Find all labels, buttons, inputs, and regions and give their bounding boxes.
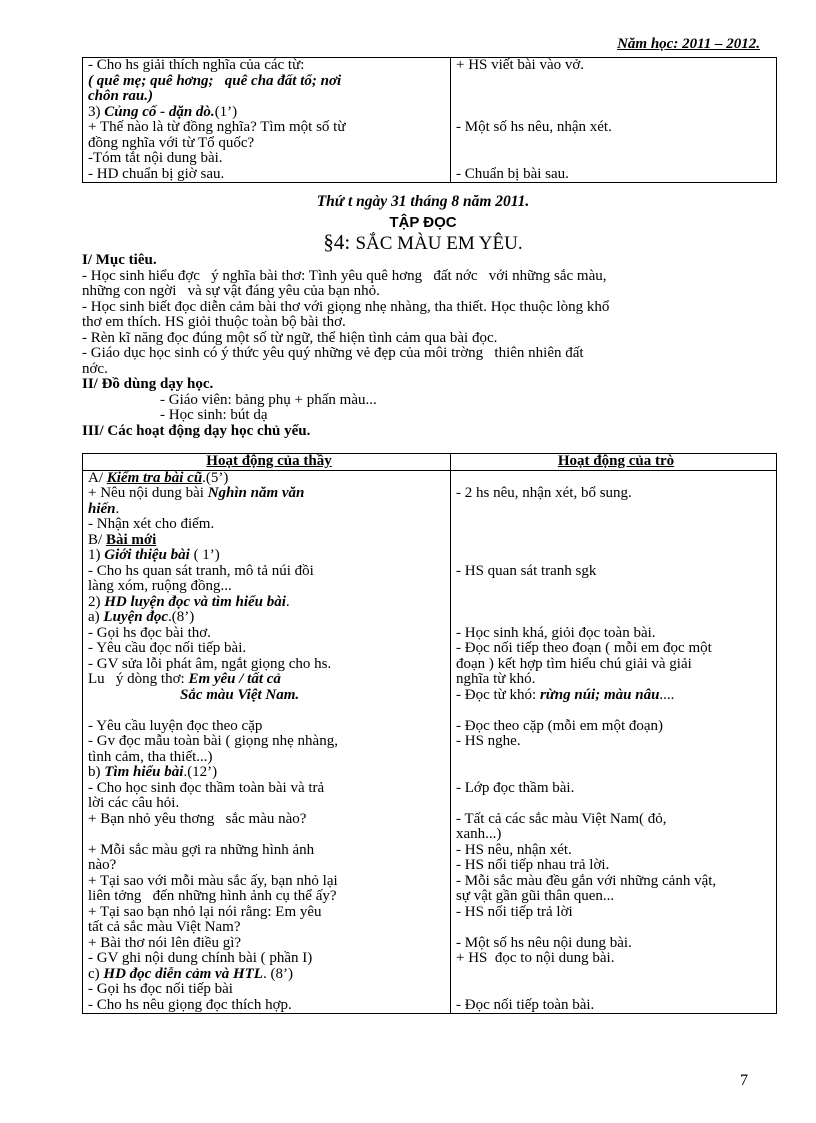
text-line: - Nhận xét cho điểm.	[88, 516, 215, 532]
text-fragment: Kiểm tra bài cũ	[106, 469, 203, 486]
activities-table	[82, 453, 777, 1014]
text-line: - Yêu cầu luyện đọc theo cặp	[88, 717, 263, 734]
text-fragment: Luyện đọc	[103, 609, 168, 625]
blank-line	[456, 750, 776, 766]
blank-line	[88, 703, 450, 719]
text-line: - HD chuẩn bị giờ sau.	[88, 165, 225, 182]
text-line	[88, 486, 450, 502]
text-fragment: 2)	[88, 593, 105, 610]
lesson-title	[82, 230, 764, 255]
text-line: - Đọc nối tiếp toàn bài.	[456, 996, 595, 1013]
blank-line	[456, 151, 776, 167]
continued-activity-table	[82, 57, 777, 183]
text-fragment: (1’)	[214, 103, 238, 120]
blank-line	[456, 548, 776, 564]
student-column-continued	[451, 58, 777, 183]
student-column-header: Hoạt động của trò	[451, 454, 777, 471]
text-fragment: .(8’)	[167, 609, 195, 625]
text-line: sự vật gần gũi thân quen...	[456, 888, 615, 904]
text-line: - Giáo viên: bảng phụ + phấn màu...	[160, 391, 377, 408]
text-fragment: A/	[88, 469, 107, 486]
blank-line	[456, 796, 776, 812]
school-year-header: Năm học: 2011 – 2012.	[617, 36, 760, 52]
text-fragment: .	[285, 593, 290, 610]
text-line	[88, 548, 450, 564]
text-fragment: Giới thiệu bài	[104, 547, 190, 563]
text-line: - Yêu cầu đọc nối tiếp bài.	[88, 640, 247, 656]
page-number: 7	[740, 1072, 748, 1089]
text-line	[88, 610, 450, 626]
text-line	[456, 688, 776, 704]
text-line: - Học sinh: bút dạ	[160, 407, 268, 423]
text-line	[88, 533, 450, 549]
text-line: đoạn ) kết hợp tìm hiểu chú giải và giải	[456, 655, 692, 672]
text-line: + Bạn nhỏ yêu thơng sắc màu nào?	[88, 810, 307, 827]
text-line: tất cả sắc màu Việt Nam?	[88, 919, 241, 935]
text-fragment: + Nêu nội dung bài	[88, 485, 208, 501]
text-line: tình cảm, tha thiết...)	[88, 748, 213, 765]
blank-line	[456, 502, 776, 518]
blank-line	[456, 136, 776, 152]
text-line: làng xóm, ruộng đồng...	[88, 578, 232, 594]
text-line: + Bài thơ nói lên điều gì?	[88, 934, 242, 951]
text-line: Sắc màu Việt Nam.	[180, 686, 300, 703]
text-fragment: .	[115, 500, 120, 517]
text-line	[88, 471, 450, 487]
blank-line	[456, 533, 776, 549]
blank-line	[456, 610, 776, 626]
lesson-number: §4:	[323, 230, 351, 254]
subject-title: TẬP ĐỌC	[389, 214, 457, 231]
text-line: nghĩa từ khó.	[456, 671, 536, 687]
text-line: + Mỗi sắc màu gợi ra những hình ảnh	[88, 841, 315, 858]
blank-line	[456, 982, 776, 998]
text-fragment: 1)	[88, 547, 105, 563]
text-line: - HS nêu, nhận xét.	[456, 841, 572, 858]
text-line: + HS viết bài vào vở.	[456, 57, 585, 73]
text-line: - HS quan sát tranh sgk	[456, 562, 597, 579]
text-fragment: - Đọc từ khó:	[456, 686, 540, 703]
text-line: - Đọc nối tiếp theo đoạn ( mỗi em đọc một	[456, 640, 712, 656]
text-line: + Tại sao với mỗi màu sắc ấy, bạn nhỏ lại	[88, 872, 338, 889]
text-line	[88, 595, 450, 611]
blank-line	[456, 595, 776, 611]
text-line: lời các câu hỏi.	[88, 795, 180, 811]
text-fragment: 3)	[88, 103, 105, 120]
text-line: - Gv đọc mẫu toàn bài ( giọng nhẹ nhàng,	[88, 733, 338, 749]
student-activities	[451, 470, 777, 1014]
text-line: - Tất cả các sắc màu Việt Nam( đỏ,	[456, 810, 667, 827]
text-line: những con ngời và sự vật đáng yêu của bạn nhỏ.	[82, 283, 380, 299]
text-line: + Tại sao bạn nhỏ lại nói rằng: Em yêu	[88, 903, 322, 920]
text-line: đồng nghĩa với từ Tổ quốc?	[88, 134, 255, 151]
blank-line	[456, 920, 776, 936]
section-materials-title: II/ Đồ dùng dạy học.	[82, 376, 214, 392]
blank-line	[456, 967, 776, 983]
text-fragment: Tìm hiểu bài	[104, 764, 184, 780]
text-line: - Cho hs giải thích nghĩa của các từ:	[88, 57, 305, 73]
text-line: - Giáo dục học sinh có ý thức yêu quý những vẻ đẹp của môi trờng thiên nhiên đất	[82, 345, 584, 361]
text-line	[88, 672, 450, 688]
blank-line	[456, 579, 776, 595]
teacher-activities	[83, 470, 451, 1014]
text-line: - HS nối tiếp trả lời	[456, 903, 573, 920]
text-line	[88, 502, 450, 518]
text-line: ( quê mẹ; quê hơng; quê cha đất tổ; nơi	[88, 72, 342, 89]
lesson-name: SẮC MÀU EM YÊU.	[355, 233, 523, 254]
blank-line	[456, 105, 776, 121]
text-line	[88, 967, 450, 983]
text-line: - Chuẩn bị bài sau.	[456, 165, 569, 182]
text-line: - GV sửa lỗi phát âm, ngắt giọng cho hs.	[88, 655, 332, 672]
text-line: - GV ghi nội dung chính bài ( phần I)	[88, 950, 313, 966]
text-line: xanh...)	[456, 826, 502, 842]
text-line: nào?	[88, 857, 117, 873]
text-line: thơ em thích. HS giỏi thuộc toàn bộ bài thơ.	[82, 314, 346, 330]
text-line: - HS nối tiếp nhau trả lời.	[456, 857, 610, 873]
section-activities-title: III/ Các hoạt động dạy học chủ yếu.	[82, 422, 311, 439]
text-line	[88, 105, 450, 121]
text-line: - Đọc theo cặp (mỗi em một đoạn)	[456, 717, 664, 734]
text-line: - Rèn kĩ năng đọc đúng một số từ ngữ, thể hiện tình cảm qua bài đọc.	[82, 329, 498, 346]
blank-line	[88, 827, 450, 843]
text-fragment: B/	[88, 531, 106, 548]
text-line: - Cho hs quan sát tranh, mô tả núi đồi	[88, 562, 314, 579]
text-fragment: ( 1’)	[189, 547, 220, 563]
text-line: - 2 hs nêu, nhận xét, bổ sung.	[456, 485, 632, 501]
text-fragment: hiến	[88, 500, 116, 517]
text-line: - Lớp đọc thầm bài.	[456, 779, 575, 796]
text-line: - Một số hs nêu nội dung bài.	[456, 934, 632, 951]
text-fragment: a)	[88, 609, 104, 625]
text-fragment: .(5’)	[202, 469, 229, 486]
date-line: Thứ t ngày 31 tháng 8 năm 2011.	[316, 193, 530, 210]
text-fragment: c)	[88, 965, 104, 982]
blank-line	[456, 89, 776, 105]
text-fragment: Lu ý dòng thơ:	[88, 671, 189, 687]
text-line: - Học sinh khá, giỏi đọc toàn bài.	[456, 624, 656, 641]
text-line	[88, 765, 450, 781]
blank-line	[456, 517, 776, 533]
blank-line	[456, 74, 776, 90]
text-line: - Học sinh hiểu đợc ý nghĩa bài thơ: Tình yêu quê hơng đất nớc với những sắc màu,	[82, 267, 607, 284]
text-line: - Gọi hs đọc nối tiếp bài	[88, 981, 233, 997]
text-fragment: Củng cố - dặn dò.	[104, 103, 215, 120]
text-line: - Học sinh biết đọc diễn cảm bài thơ với giọng nhẹ nhàng, tha thiết. Học thuộc lòng khổ	[82, 298, 610, 315]
lesson-body	[82, 253, 764, 439]
blank-line	[456, 703, 776, 719]
text-line: -Tóm tắt nội dung bài.	[88, 150, 223, 166]
text-line: liên tởng đến những hình ảnh cụ thể ấy?	[88, 888, 337, 904]
text-line: - Cho hs nêu giọng đọc thích hợp.	[88, 996, 292, 1013]
blank-line	[456, 471, 776, 487]
text-fragment: Bài mới	[105, 531, 157, 548]
text-fragment: Nghìn năm văn	[207, 485, 305, 501]
text-line: - Gọi hs đọc bài thơ.	[88, 624, 211, 641]
blank-line	[456, 765, 776, 781]
text-line: - Cho học sinh đọc thầm toàn bài và trả	[88, 779, 325, 796]
text-line: chôn rau.)	[88, 88, 154, 104]
text-fragment: . (8’)	[262, 965, 293, 982]
text-line: + HS đọc to nội dung bài.	[456, 950, 615, 966]
text-line: - Mỗi sắc màu đều gắn với những cảnh vật,	[456, 872, 717, 889]
teacher-column-header: Hoạt động của thầy	[83, 454, 451, 471]
text-fragment: ....	[659, 686, 675, 703]
text-line: - Một số hs nêu, nhận xét.	[456, 119, 612, 135]
text-fragment: Em yêu / tất cả	[188, 671, 281, 687]
section-objectives-title: I/ Mục tiêu.	[82, 252, 157, 268]
text-fragment: rừng núi; màu nâu	[539, 686, 660, 703]
text-line: nớc.	[82, 360, 108, 377]
text-fragment: HD đọc diễn cảm và HTL	[103, 965, 263, 982]
text-fragment: HD luyện đọc và tìm hiểu bài	[104, 593, 286, 610]
text-line: - HS nghe.	[456, 733, 521, 749]
text-fragment: b)	[88, 764, 105, 780]
text-fragment: .(12’)	[183, 764, 218, 780]
teacher-column-continued	[83, 58, 451, 183]
text-line: + Thế nào là từ đồng nghĩa? Tìm một số từ	[88, 119, 346, 135]
